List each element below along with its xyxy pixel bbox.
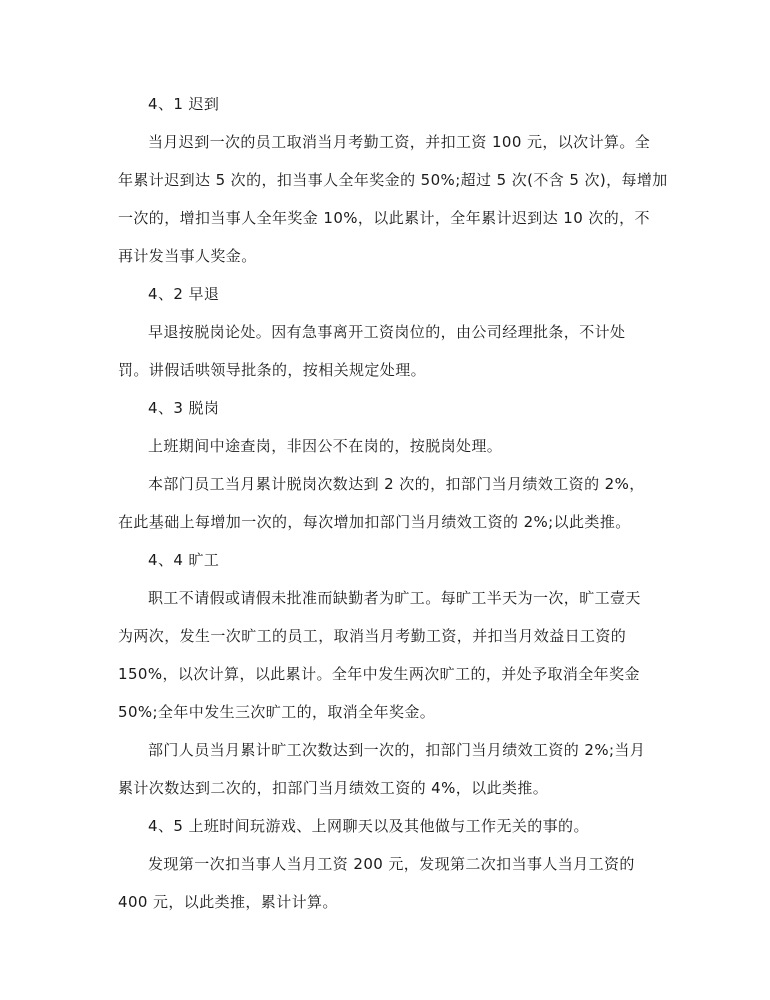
paragraph-line: 本部门员工当月累计脱岗次数达到 2 次的，扣部门当月绩效工资的 2%， (148, 475, 645, 493)
paragraph-line: 在此基础上每增加一次的，每次增加扣部门当月绩效工资的 2%;以此类推。 (118, 513, 631, 531)
paragraph-line: 当月迟到一次的员工取消当月考勤工资，并扣工资 100 元，以次计算。全 (148, 133, 651, 151)
section-heading-4-5: 4、5 上班时间玩游戏、上网聊天以及其他做与工作无关的事的。 (148, 817, 589, 835)
section-heading-4-4: 4、4 旷工 (148, 551, 220, 569)
paragraph-line: 50%;全年中发生三次旷工的，取消全年奖金。 (118, 703, 436, 721)
paragraph-line: 再计发当事人奖金。 (118, 247, 257, 265)
section-heading-4-1: 4、1 迟到 (148, 95, 220, 113)
paragraph-line: 累计次数达到二次的，扣部门当月绩效工资的 4%，以此类推。 (118, 779, 549, 797)
section-heading-4-3: 4、3 脱岗 (148, 399, 220, 417)
paragraph-line: 早退按脱岗论处。因有急事离开工资岗位的，由公司经理批条，不计处 (148, 323, 626, 341)
paragraph-line: 为两次，发生一次旷工的员工，取消当月考勤工资，并扣当月效益日工资的 (118, 627, 627, 645)
paragraph-line: 一次的，增扣当事人全年奖金 10%，以此累计，全年累计迟到达 10 次的，不 (118, 209, 650, 227)
paragraph-line: 150%，以次计算，以此累计。全年中发生两次旷工的，并处予取消全年奖金 (118, 665, 640, 683)
paragraph-line: 年累计迟到达 5 次的，扣当事人全年奖金的 50%;超过 5 次(不含 5 次)，每增加 (118, 171, 668, 189)
paragraph-line: 上班期间中途查岗，非因公不在岗的，按脱岗处理。 (148, 437, 503, 455)
paragraph-line: 职工不请假或请假未批准而缺勤者为旷工。每旷工半天为一次，旷工壹天 (148, 589, 641, 607)
paragraph-line: 发现第一次扣当事人当月工资 200 元，发现第二次扣当事人当月工资的 (148, 855, 635, 873)
section-heading-4-2: 4、2 早退 (148, 285, 220, 303)
paragraph-line: 400 元，以此类推，累计计算。 (118, 893, 338, 911)
paragraph-line: 部门人员当月累计旷工次数达到一次的，扣部门当月绩效工资的 2%;当月 (148, 741, 646, 759)
paragraph-line: 罚。讲假话哄领导批条的，按相关规定处理。 (118, 361, 427, 379)
